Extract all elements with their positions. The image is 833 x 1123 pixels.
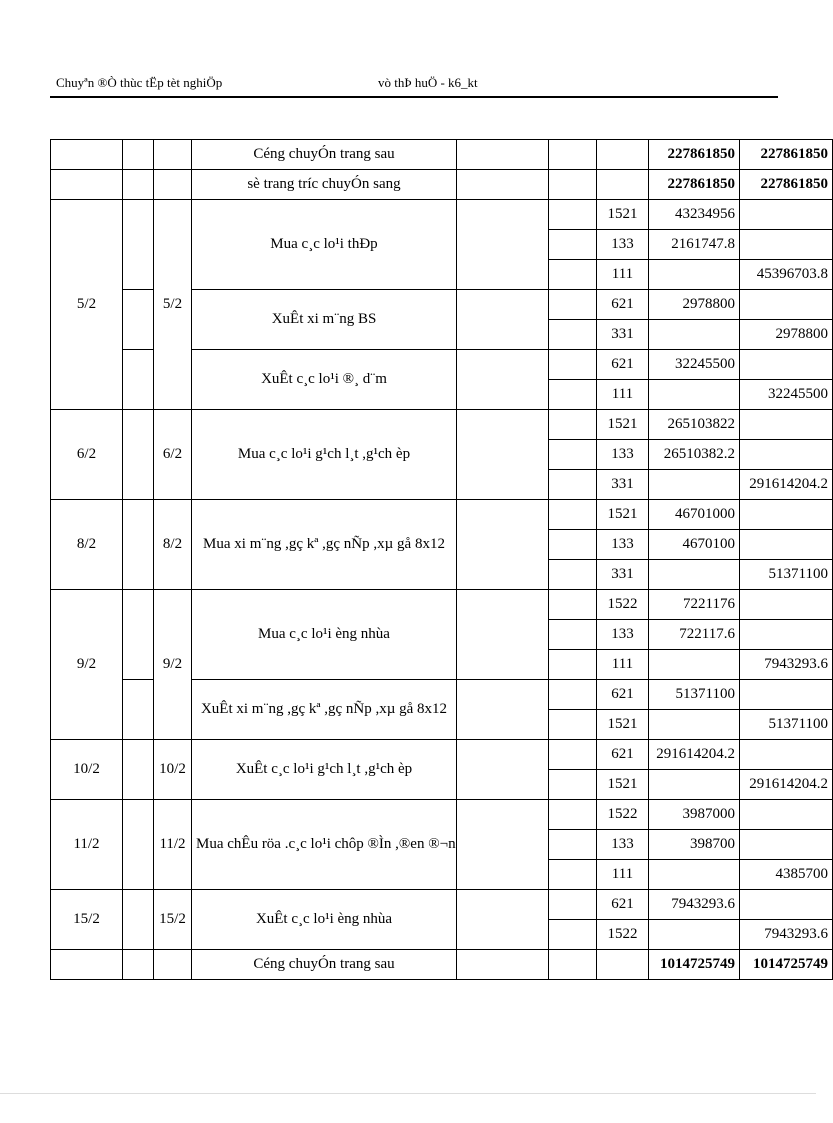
debit-cell: 43234956: [649, 200, 740, 230]
table-row: [51, 410, 833, 440]
credit-cell: [740, 740, 833, 770]
doc-cell: [154, 950, 192, 980]
header-author: vò thÞ huÖ - k6_kt: [378, 75, 478, 90]
blank-cell: [549, 260, 597, 290]
table-row: [51, 140, 833, 170]
blank-cell: [549, 230, 597, 260]
blank-cell: [549, 140, 597, 170]
credit-cell: 4385700: [740, 860, 833, 890]
account-cell: 1521: [597, 500, 649, 530]
blank-cell: [123, 680, 154, 740]
debit-cell: 26510382.2: [649, 440, 740, 470]
description-cell: Mua xi m¨ng ,gç kª ,gç nÑp ,xµ gå 8x12: [192, 500, 457, 590]
description-cell: Mua chÊu röa .c¸c lo¹i chôp ®Ìn ,®en ®¬n: [192, 800, 457, 890]
description-cell: Céng chuyÓn trang sau: [192, 950, 457, 980]
debit-cell: 46701000: [649, 500, 740, 530]
account-cell: 1521: [597, 710, 649, 740]
doc-cell: 6/2: [154, 410, 192, 500]
doc-cell: [154, 140, 192, 170]
credit-cell: [740, 680, 833, 710]
credit-cell: [740, 410, 833, 440]
table-row: [51, 500, 833, 530]
account-cell: 331: [597, 320, 649, 350]
debit-cell: [649, 470, 740, 500]
date-cell: 10/2: [51, 740, 123, 800]
credit-cell: 1014725749: [740, 950, 833, 980]
description-cell: XuÊt c¸c lo¹i èng nhùa: [192, 890, 457, 950]
blank-cell: [457, 290, 549, 350]
blank-cell: [549, 740, 597, 770]
account-cell: 1521: [597, 200, 649, 230]
debit-cell: [649, 380, 740, 410]
account-cell: 331: [597, 470, 649, 500]
description-cell: Céng chuyÓn trang sau: [192, 140, 457, 170]
blank-cell: [549, 590, 597, 620]
description-cell: sè trang tríc chuyÓn sang: [192, 170, 457, 200]
debit-cell: 7943293.6: [649, 890, 740, 920]
account-cell: [597, 140, 649, 170]
table-row: [51, 950, 833, 980]
credit-cell: [740, 620, 833, 650]
debit-cell: 32245500: [649, 350, 740, 380]
blank-cell: [123, 170, 154, 200]
date-cell: 11/2: [51, 800, 123, 890]
credit-cell: [740, 290, 833, 320]
credit-cell: [740, 440, 833, 470]
account-cell: 621: [597, 290, 649, 320]
blank-cell: [123, 800, 154, 890]
credit-cell: 7943293.6: [740, 920, 833, 950]
debit-cell: 722117.6: [649, 620, 740, 650]
blank-cell: [457, 680, 549, 740]
table-row: [51, 800, 833, 830]
account-cell: 133: [597, 830, 649, 860]
account-cell: 621: [597, 350, 649, 380]
doc-cell: 5/2: [154, 200, 192, 410]
doc-cell: 10/2: [154, 740, 192, 800]
account-cell: 621: [597, 740, 649, 770]
blank-cell: [457, 170, 549, 200]
credit-cell: 51371100: [740, 710, 833, 740]
blank-cell: [549, 860, 597, 890]
debit-cell: [649, 860, 740, 890]
credit-cell: 291614204.2: [740, 770, 833, 800]
blank-cell: [123, 350, 154, 410]
date-cell: 8/2: [51, 500, 123, 590]
blank-cell: [549, 530, 597, 560]
blank-cell: [549, 410, 597, 440]
credit-cell: 227861850: [740, 140, 833, 170]
blank-cell: [457, 590, 549, 680]
description-cell: XuÊt xi m¨ng BS: [192, 290, 457, 350]
credit-cell: [740, 830, 833, 860]
account-cell: 133: [597, 230, 649, 260]
debit-cell: [649, 770, 740, 800]
account-cell: [597, 170, 649, 200]
blank-cell: [549, 950, 597, 980]
account-cell: 133: [597, 530, 649, 560]
table-row: [51, 740, 833, 770]
date-cell: 5/2: [51, 200, 123, 410]
credit-cell: [740, 530, 833, 560]
blank-cell: [123, 290, 154, 350]
date-cell: [51, 950, 123, 980]
account-cell: 1522: [597, 920, 649, 950]
debit-cell: [649, 560, 740, 590]
blank-cell: [549, 500, 597, 530]
debit-cell: 2978800: [649, 290, 740, 320]
credit-cell: [740, 350, 833, 380]
date-cell: 9/2: [51, 590, 123, 740]
blank-cell: [549, 200, 597, 230]
debit-cell: 2161747.8: [649, 230, 740, 260]
debit-cell: 265103822: [649, 410, 740, 440]
debit-cell: [649, 260, 740, 290]
blank-cell: [123, 740, 154, 800]
blank-cell: [123, 890, 154, 950]
debit-cell: 3987000: [649, 800, 740, 830]
page-header: [50, 72, 778, 98]
blank-cell: [123, 410, 154, 500]
table-row: [51, 890, 833, 920]
blank-cell: [549, 560, 597, 590]
credit-cell: 51371100: [740, 560, 833, 590]
blank-cell: [457, 200, 549, 290]
page-bottom-divider: [0, 1093, 816, 1094]
account-cell: 111: [597, 260, 649, 290]
blank-cell: [549, 770, 597, 800]
account-cell: 111: [597, 650, 649, 680]
credit-cell: [740, 230, 833, 260]
debit-cell: 1014725749: [649, 950, 740, 980]
account-cell: 111: [597, 860, 649, 890]
account-cell: 1521: [597, 770, 649, 800]
date-cell: 6/2: [51, 410, 123, 500]
doc-cell: [154, 170, 192, 200]
account-cell: 1522: [597, 800, 649, 830]
credit-cell: [740, 890, 833, 920]
debit-cell: [649, 710, 740, 740]
credit-cell: 291614204.2: [740, 470, 833, 500]
account-cell: 133: [597, 440, 649, 470]
blank-cell: [549, 800, 597, 830]
date-cell: [51, 170, 123, 200]
debit-cell: 291614204.2: [649, 740, 740, 770]
blank-cell: [457, 500, 549, 590]
blank-cell: [123, 140, 154, 170]
blank-cell: [123, 500, 154, 590]
doc-cell: 9/2: [154, 590, 192, 740]
debit-cell: 4670100: [649, 530, 740, 560]
description-cell: XuÊt xi m¨ng ,gç kª ,gç nÑp ,xµ gå 8x12: [192, 680, 457, 740]
blank-cell: [457, 350, 549, 410]
account-cell: 111: [597, 380, 649, 410]
blank-cell: [549, 440, 597, 470]
debit-cell: 227861850: [649, 170, 740, 200]
debit-cell: [649, 320, 740, 350]
blank-cell: [123, 590, 154, 680]
account-cell: 133: [597, 620, 649, 650]
description-cell: Mua c¸c lo¹i g¹ch l¸t ,g¹ch èp: [192, 410, 457, 500]
blank-cell: [549, 350, 597, 380]
debit-cell: 227861850: [649, 140, 740, 170]
doc-cell: 11/2: [154, 800, 192, 890]
blank-cell: [549, 710, 597, 740]
debit-cell: [649, 650, 740, 680]
blank-cell: [549, 650, 597, 680]
credit-cell: [740, 500, 833, 530]
credit-cell: 2978800: [740, 320, 833, 350]
credit-cell: 227861850: [740, 170, 833, 200]
credit-cell: 32245500: [740, 380, 833, 410]
debit-cell: [649, 920, 740, 950]
account-cell: 621: [597, 890, 649, 920]
credit-cell: 7943293.6: [740, 650, 833, 680]
debit-cell: 398700: [649, 830, 740, 860]
account-cell: 331: [597, 560, 649, 590]
credit-cell: [740, 800, 833, 830]
blank-cell: [549, 380, 597, 410]
table-row: [51, 200, 833, 230]
date-cell: 15/2: [51, 890, 123, 950]
blank-cell: [457, 890, 549, 950]
blank-cell: [457, 950, 549, 980]
description-cell: XuÊt c¸c lo¹i ®¸ d¨m: [192, 350, 457, 410]
blank-cell: [457, 140, 549, 170]
blank-cell: [457, 800, 549, 890]
blank-cell: [549, 890, 597, 920]
description-cell: Mua c¸c lo¹i thÐp: [192, 200, 457, 290]
debit-cell: 7221176: [649, 590, 740, 620]
blank-cell: [549, 620, 597, 650]
blank-cell: [549, 320, 597, 350]
account-cell: [597, 950, 649, 980]
blank-cell: [549, 830, 597, 860]
credit-cell: [740, 200, 833, 230]
account-cell: 621: [597, 680, 649, 710]
table-row: [51, 170, 833, 200]
doc-cell: 8/2: [154, 500, 192, 590]
blank-cell: [549, 170, 597, 200]
credit-cell: 45396703.8: [740, 260, 833, 290]
date-cell: [51, 140, 123, 170]
debit-cell: 51371100: [649, 680, 740, 710]
header-title: Chuyªn ®Ò thùc tËp tèt nghiÖp: [56, 75, 223, 90]
blank-cell: [549, 680, 597, 710]
credit-cell: [740, 590, 833, 620]
blank-cell: [123, 200, 154, 290]
blank-cell: [457, 740, 549, 800]
blank-cell: [549, 920, 597, 950]
blank-cell: [123, 950, 154, 980]
account-cell: 1521: [597, 410, 649, 440]
description-cell: Mua c¸c lo¹i èng nhùa: [192, 590, 457, 680]
blank-cell: [549, 470, 597, 500]
ledger-table: [50, 139, 833, 980]
blank-cell: [457, 410, 549, 500]
blank-cell: [549, 290, 597, 320]
account-cell: 1522: [597, 590, 649, 620]
table-row: [51, 590, 833, 620]
doc-cell: 15/2: [154, 890, 192, 950]
description-cell: XuÊt c¸c lo¹i g¹ch l¸t ,g¹ch èp: [192, 740, 457, 800]
